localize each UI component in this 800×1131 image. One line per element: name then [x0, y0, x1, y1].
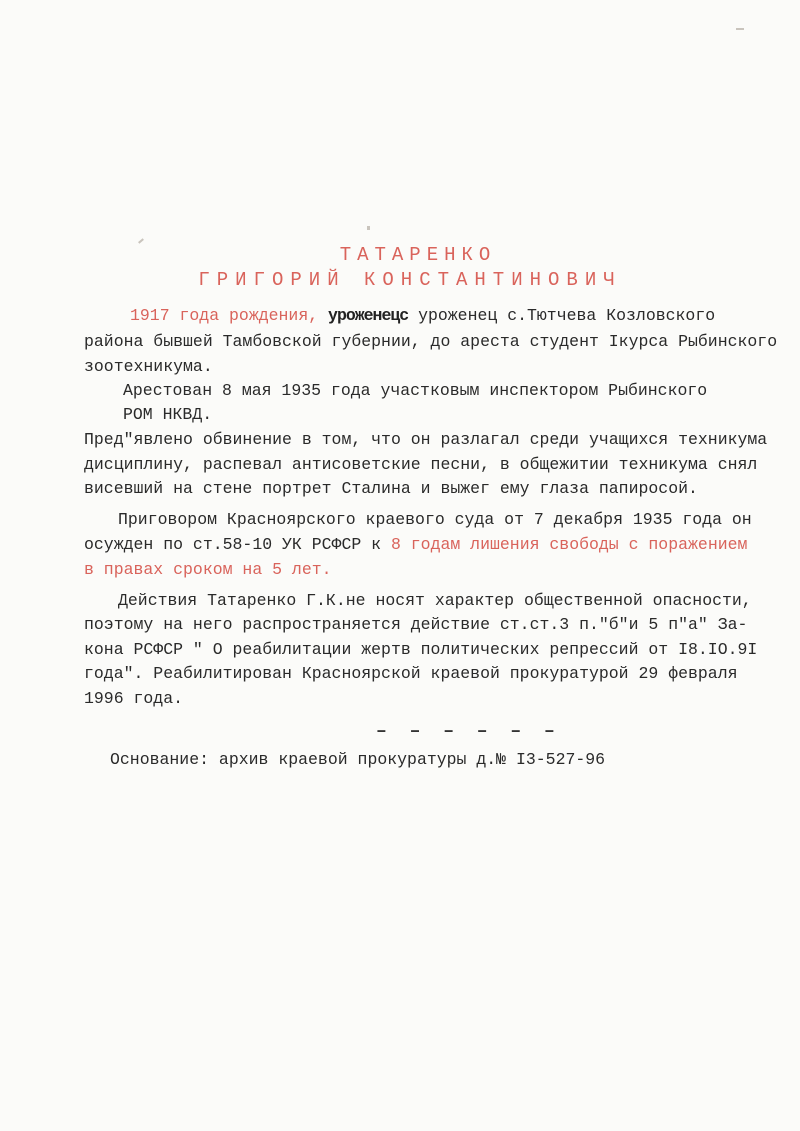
sentence-term: 8 годам лишения свободы с поражением	[390, 535, 748, 554]
paragraph-3-line-1: Пред"явлено обвинение в том, что он разлагал среди учащихся техникума	[84, 430, 768, 449]
title-names: ГРИГОРИЙ КОНСТАНТИНОВИЧ	[198, 269, 622, 291]
speck	[367, 226, 370, 230]
paragraph-5-line-5: 1996 года.	[84, 689, 184, 708]
paragraph-2-line-2: РОМ НКВД.	[123, 405, 213, 424]
paragraph-5-line-4: года". Реабилитирован Красноярской краевой прокуратурой 29 февраля	[84, 664, 738, 683]
paragraph-1-line-3: зоотехникума.	[84, 357, 213, 376]
paragraph-1-line-1	[130, 306, 715, 326]
paragraph-1-line-2: района бывшей Тамбовской губернии, до ареста студент Iкурса Рыбинского	[84, 332, 778, 351]
title-surname: ТАТАРЕНКО	[339, 244, 497, 266]
paragraph-4-line-2	[84, 535, 747, 555]
paragraph-5-line-1: Действия Татаренко Г.К.не носят характер общественной опасности,	[118, 591, 752, 610]
speck	[736, 28, 744, 30]
paragraph-5-line-2: поэтому на него распространяется действие ст.ст.3 п."б"и 5 п"а" За-	[84, 615, 748, 634]
paragraph-5-line-3: кона РСФСР " О реабилитации жертв политических репрессий от I8.IO.9I	[84, 640, 758, 659]
separator: – – – – – –	[376, 722, 561, 742]
sentence-article: осужден по ст.58-10 УК РСФСР к	[84, 535, 382, 554]
overstruck-text: уроженецс	[328, 306, 409, 325]
speck	[138, 238, 144, 243]
paragraph-3-line-2: дисциплину, распевал антисоветские песни, в общежитии техникума снял	[84, 455, 758, 474]
paragraph-4-line-3: в правах сроком на 5 лет.	[84, 560, 332, 579]
birth-year-text: 1917 года рождения,	[130, 306, 319, 325]
paragraph-3-line-3: висевший на стене портрет Сталина и выжег ему глаза папиросой.	[84, 479, 698, 498]
basis-line: Основание: архив краевой прокуратуры д.№ I3-527-96	[110, 750, 606, 769]
birthplace-text: уроженец с.Тютчева Козловского	[418, 306, 716, 325]
paragraph-4-line-1: Приговором Красноярского краевого суда от 7 декабря 1935 года он	[118, 510, 752, 529]
paragraph-2-line-1: Арестован 8 мая 1935 года участковым инспектором Рыбинского	[123, 381, 708, 400]
